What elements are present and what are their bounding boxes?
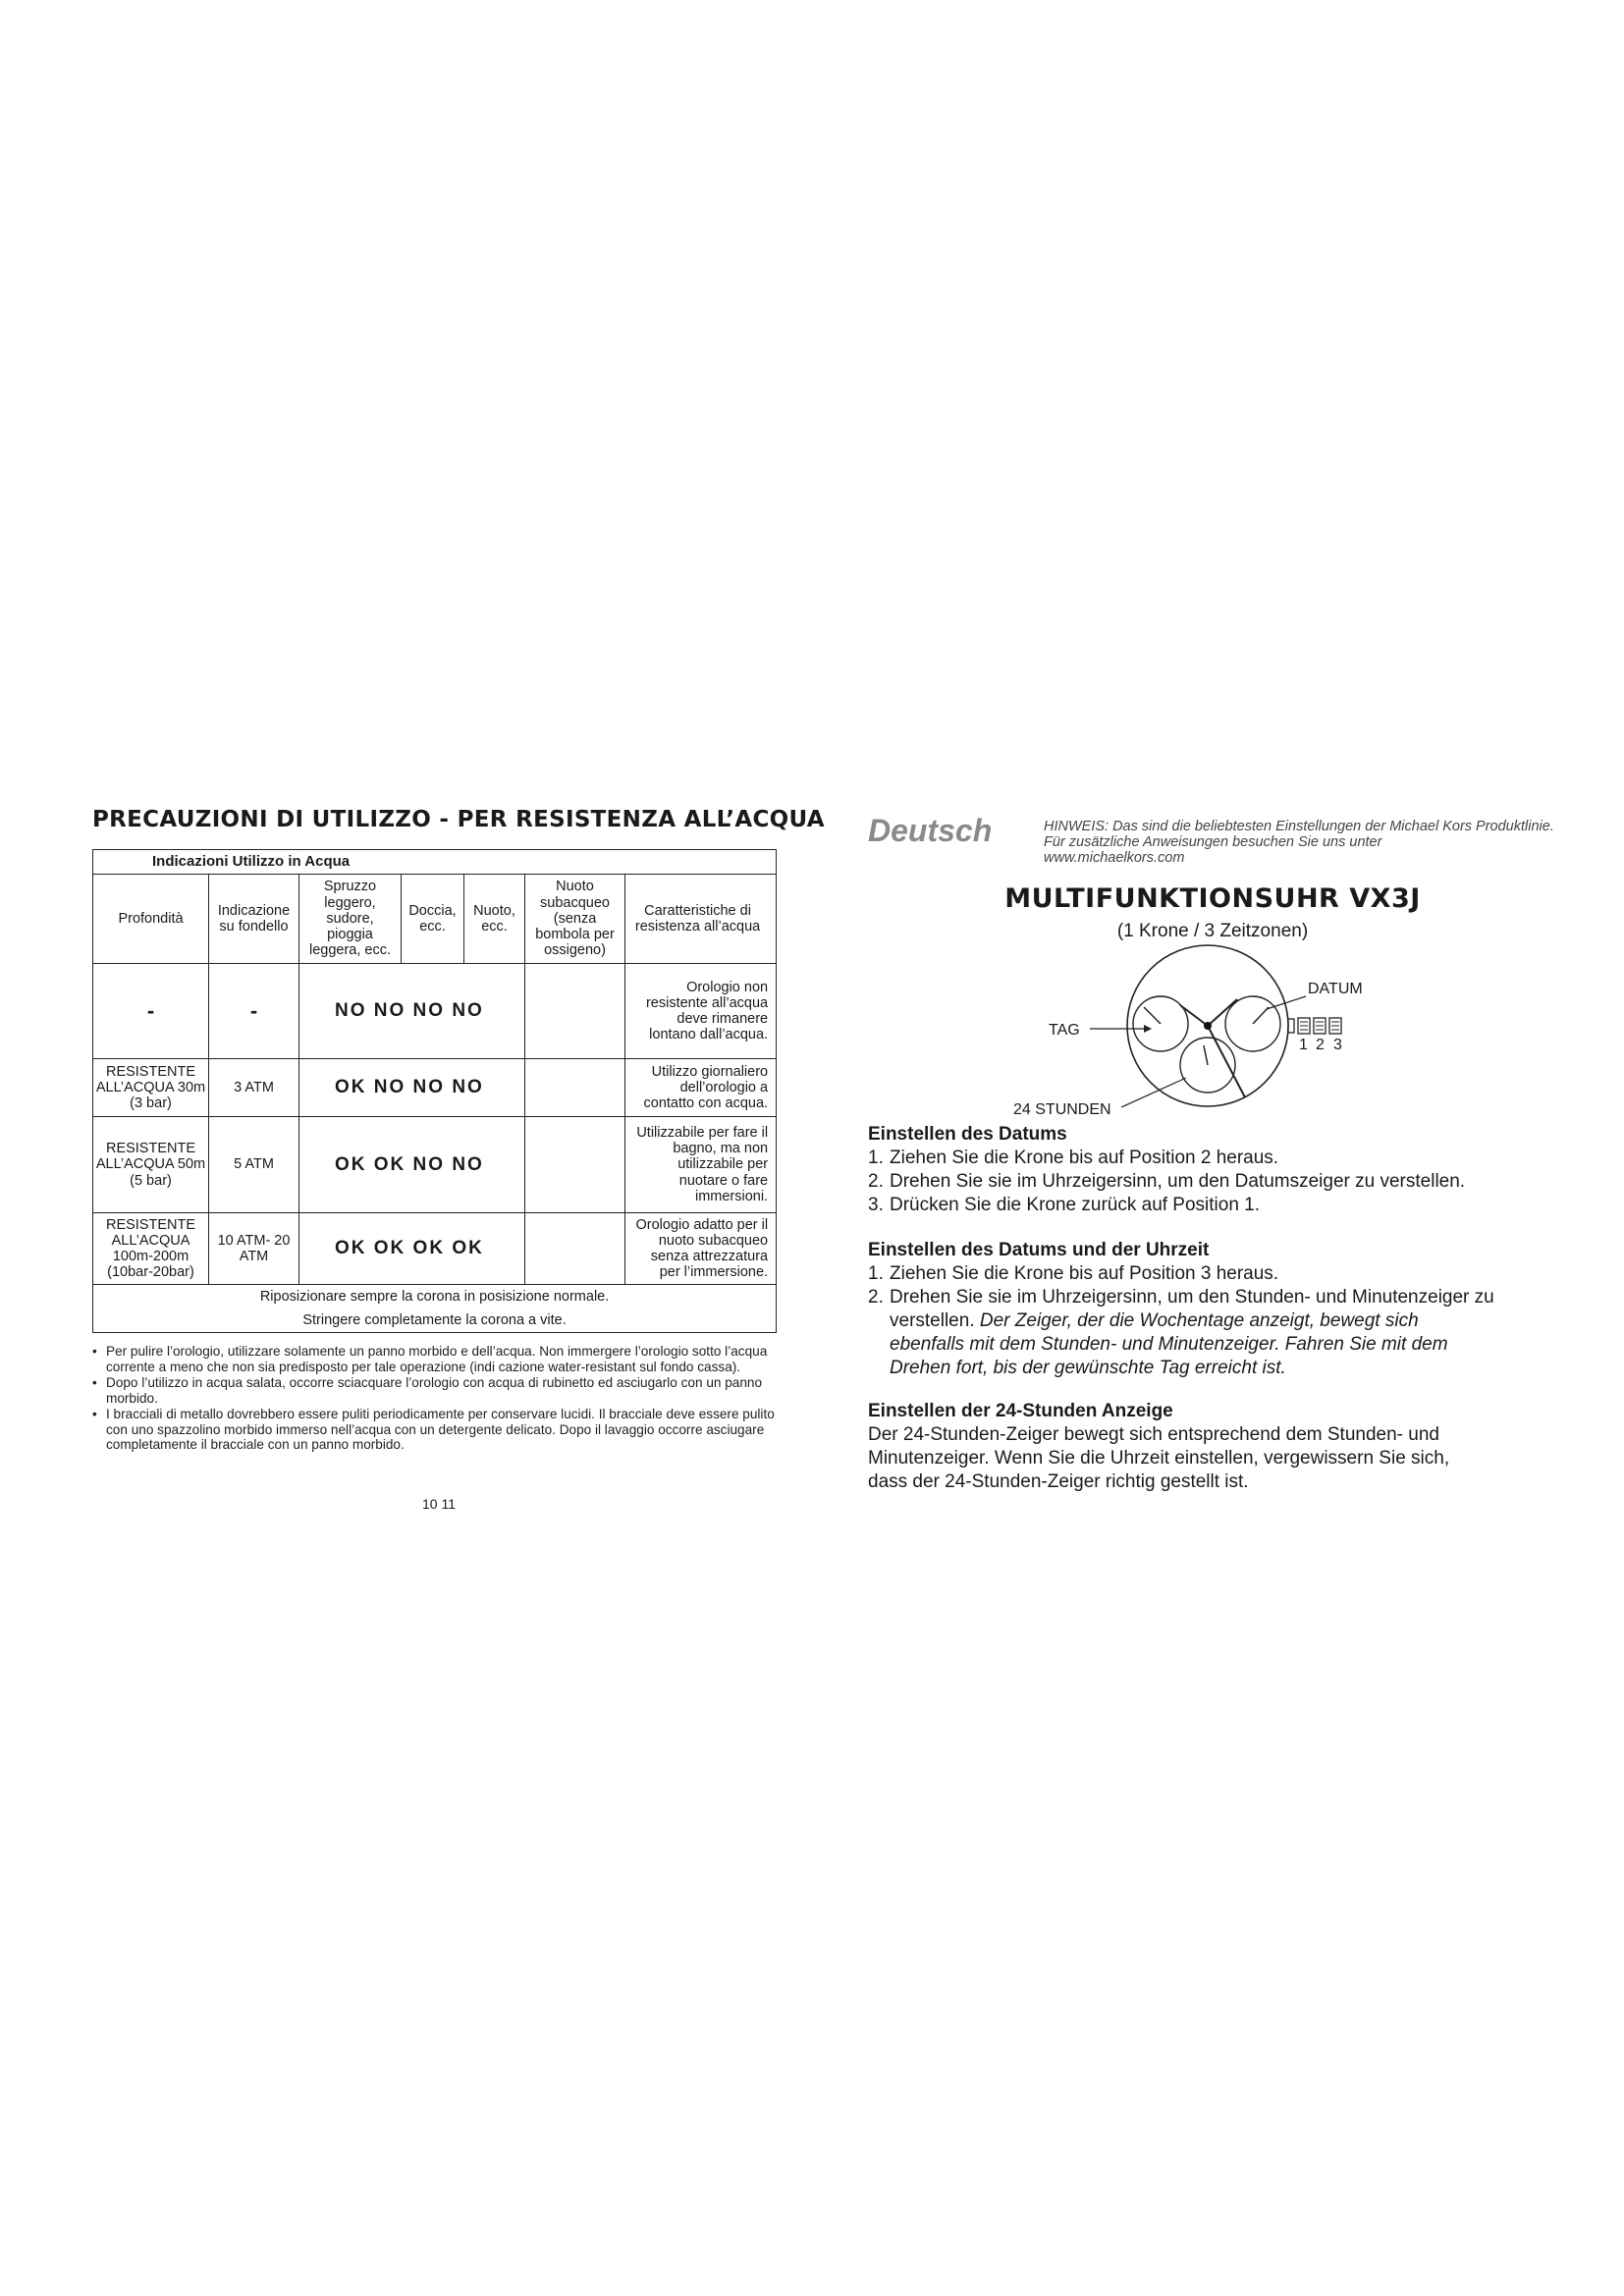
hinweis-text: HINWEIS: Das sind die beliebtesten Einstellungen der Michael Kors Produktlinie. Für zusätzliche Anweisungen besuchen Sie uns unter: [1044, 819, 1554, 850]
left-page-title: PRECAUZIONI DI UTILIZZO - PER RESISTENZA ALL’ACQUA: [92, 807, 825, 832]
verdict-cell: NO NO NO NO: [299, 964, 525, 1059]
list-item: 2. Drehen Sie sie im Uhrzeigersinn, um den Datumszeiger zu verstellen.: [868, 1171, 1466, 1192]
crown-icon: [1288, 1019, 1294, 1033]
hinweis-note: [1044, 819, 1554, 866]
table-main-header: Indicazioni Utilizzo in Acqua: [93, 850, 777, 875]
water-resistance-table: [92, 849, 777, 1333]
empty-cell: [525, 1213, 625, 1285]
watch-model-subtitle: (1 Krone / 3 Zeitzonen): [1116, 921, 1309, 941]
table-footer-1: Riposizionare sempre la corona in posisizione normale.: [93, 1285, 777, 1309]
col-header-depth: Profondità: [93, 875, 209, 964]
characteristics-cell: Orologio adatto per il nuoto subacqueo senza attrezzatura per l’immersione.: [625, 1213, 777, 1285]
page-numbers: 10 11: [422, 1496, 456, 1512]
italic-note: Der Zeiger, der die Wochentage anzeigt, bewegt sich ebenfalls mit dem Stunden- und Minutenzeiger. Fahren Sie mit dem Drehen fort, bis der gewünschte Tag erreicht ist.: [890, 1310, 1448, 1378]
empty-cell: [525, 964, 625, 1059]
list-item: 2. Drehen Sie sie im Uhrzeigersinn, um den Stunden- und Minutenzeiger zu verstellen. Der Zeiger, der die Wochentage anzeigt, bewegt sich ebenfalls mit dem Stunden- und Minutenzeiger. Fahren Sie mit dem Drehen fort, bis der gewünschte Tag erreicht ist.: [868, 1287, 1494, 1378]
care-notes: [90, 1344, 778, 1454]
col-header-dive: Nuoto subacqueo (senza bombola per ossigeno): [525, 875, 625, 964]
depth-cell: -: [93, 964, 209, 1059]
col-header-swim: Nuoto, ecc.: [464, 875, 525, 964]
website-link[interactable]: www.michaelkors.com: [1044, 850, 1185, 866]
depth-cell: RESISTENTE ALL’ACQUA 50m (5 bar): [93, 1117, 209, 1213]
verdict-cell: OK OK NO NO: [299, 1117, 525, 1213]
mark-cell: 10 ATM- 20 ATM: [209, 1213, 299, 1285]
note-item: • I bracciali di metallo dovrebbero essere puliti periodicamente per conservare lucidi. Il bracciale deve essere pulito con uno spazzolino morbido immerso nell’acqua con un detergente delicato. Dopo il lavaggio occorre asciugare completamente il bracciale con un panno morbido.: [90, 1407, 778, 1453]
empty-cell: [525, 1117, 625, 1213]
table-footer-2: Stringere completamente la corona a vite.: [93, 1308, 777, 1333]
datum-label: DATUM: [1308, 981, 1363, 997]
characteristics-cell: Orologio non resistente all’acqua deve rimanere lontano dall’acqua.: [625, 964, 777, 1059]
note-item: • Dopo l’utilizzo in acqua salata, occorre sciacquare l’orologio con acqua di rubinetto ed asciugarlo con un panno morbido.: [90, 1375, 778, 1406]
table-row: [93, 964, 777, 1059]
section-heading: Einstellen des Datums: [868, 1124, 1067, 1145]
mark-cell: 5 ATM: [209, 1117, 299, 1213]
section-heading: Einstellen der 24-Stunden Anzeige: [868, 1401, 1173, 1421]
mark-cell: -: [209, 964, 299, 1059]
col-header-characteristics: Caratteristiche di resistenza all’acqua: [625, 875, 777, 964]
verdict-cell: OK NO NO NO: [299, 1059, 525, 1117]
position-3-label: 3: [1333, 1037, 1342, 1053]
position-2-label: 2: [1316, 1037, 1325, 1053]
watch-dial-diagram: [1001, 942, 1414, 1119]
characteristics-cell: Utilizzabile per fare il bagno, ma non utilizzabile per nuotare o fare immersioni.: [625, 1117, 777, 1213]
watch-model-title: MULTIFUNKTIONSUHR VX3J: [1004, 883, 1421, 914]
col-header-mark: Indicazione su fondello: [209, 875, 299, 964]
note-item: • Per pulire l’orologio, utilizzare solamente un panno morbido e dell’acqua. Non immergere l’orologio sotto l’acqua corrente a meno che non sia predisposto per tale operazione (indi cazione water-resistant sul fondo cassa).: [90, 1344, 778, 1374]
position-1-label: 1: [1299, 1037, 1308, 1053]
characteristics-cell: Utilizzo giornaliero dell’orologio a contatto con acqua.: [625, 1059, 777, 1117]
mark-cell: 3 ATM: [209, 1059, 299, 1117]
col-header-splash: Spruzzo leggero, sudore, pioggia leggera, ecc.: [299, 875, 402, 964]
list-item: 1. Ziehen Sie die Krone bis auf Position 3 heraus.: [868, 1263, 1279, 1284]
col-header-shower: Doccia, ecc.: [402, 875, 464, 964]
list-item: 1. Ziehen Sie die Krone bis auf Position 2 heraus.: [868, 1148, 1279, 1168]
section-set-24h: [868, 1400, 1536, 1494]
table-row: [93, 1059, 777, 1117]
depth-cell: RESISTENTE ALL’ACQUA 30m (3 bar): [93, 1059, 209, 1117]
section-set-date: [868, 1123, 1536, 1217]
verdict-cell: OK OK OK OK: [299, 1213, 525, 1285]
list-item: 3. Drücken Sie die Krone zurück auf Position 1.: [868, 1195, 1261, 1215]
section-set-date-time: [868, 1239, 1536, 1380]
table-row: [93, 1117, 777, 1213]
table-row: [93, 1213, 777, 1285]
hour24-label: 24 STUNDEN: [1013, 1101, 1111, 1118]
depth-cell: RESISTENTE ALL’ACQUA 100m-200m (10bar-20bar): [93, 1213, 209, 1285]
tag-label: TAG: [1049, 1022, 1080, 1039]
empty-cell: [525, 1059, 625, 1117]
language-label: Deutsch: [868, 813, 993, 848]
section-heading: Einstellen des Datums und der Uhrzeit: [868, 1240, 1210, 1260]
section-body: Der 24-Stunden-Zeiger bewegt sich entsprechend dem Stunden- und Minutenzeiger. Wenn Sie die Uhrzeit einstellen, vergewissern Sie sich, dass der 24-Stunden-Zeiger richtig gestellt ist.: [868, 1424, 1450, 1492]
